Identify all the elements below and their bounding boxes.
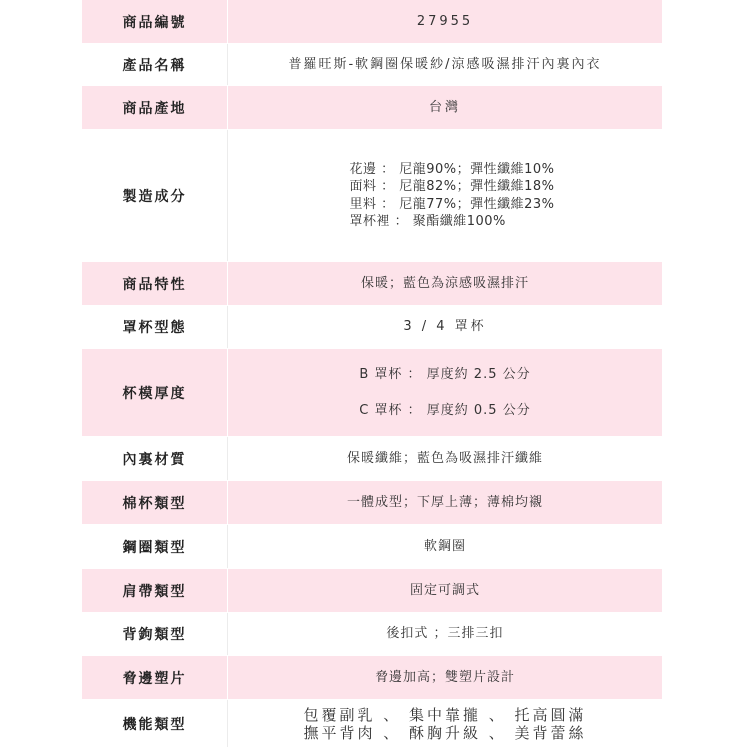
spec-label: 內裏材質: [82, 437, 228, 480]
spec-value: [228, 569, 662, 612]
spec-row-lining: [82, 437, 662, 481]
spec-value: [228, 262, 662, 305]
spec-label: 製造成分: [82, 130, 228, 261]
spec-label: 商品編號: [82, 0, 228, 43]
spec-label: 產品名稱: [82, 44, 228, 85]
spec-value-line: 保暖；藍色為涼感吸濕排汗: [360, 275, 529, 291]
spec-value-line: 包覆副乳 、 集中靠攏 、 托高圓滿: [303, 705, 587, 724]
spec-value: [228, 44, 662, 85]
spec-row-cup-style: [82, 306, 662, 349]
spec-value: [228, 613, 662, 655]
spec-value-line: 里料 ： 尼龍77%；彈性纖維23%: [349, 196, 555, 212]
spec-row-composition: [82, 130, 662, 262]
spec-row-origin: [82, 86, 662, 130]
spec-value: [228, 525, 662, 568]
spec-value-line: 罩杯裡 ： 聚酯纖維100%: [349, 214, 506, 229]
spec-value-line: 固定可調式: [409, 582, 480, 598]
spec-value-line: B 罩杯 ： 厚度約 2.5 公分: [359, 367, 531, 382]
spec-value: [228, 656, 662, 699]
spec-value: [228, 306, 662, 348]
spec-row-side-boning: [82, 656, 662, 700]
spec-value-line: 27955: [416, 13, 474, 29]
spec-value: [228, 700, 662, 747]
spec-row-item-number: [82, 0, 662, 44]
spec-value: [228, 481, 662, 524]
spec-row-features: [82, 262, 662, 306]
spec-value-line: 花邊 ： 尼龍90%；彈性纖維10%: [349, 161, 555, 177]
spec-value-line: 普羅旺斯-軟鋼圈保暖紗/涼感吸濕排汗內裏內衣: [288, 56, 602, 72]
spec-row-cup-thickness: [82, 349, 662, 437]
spec-label: 商品產地: [82, 86, 228, 129]
spec-value: [228, 86, 662, 129]
spec-value-line: 脅邊加高；雙塑片設計: [374, 669, 515, 685]
spec-value-line: 3 / 4 罩杯: [403, 319, 487, 335]
spec-label: 鋼圈類型: [82, 525, 228, 568]
spec-row-padding: [82, 481, 662, 525]
spec-value-line: 台灣: [428, 99, 461, 115]
product-spec-table: [82, 0, 662, 748]
spec-label: 杯模厚度: [82, 349, 228, 436]
spec-value-line: 軟鋼圈: [423, 538, 466, 554]
spec-value-line: 後扣式 ；三排三扣: [386, 626, 504, 642]
spec-label: 肩帶類型: [82, 569, 228, 612]
spec-label: 商品特性: [82, 262, 228, 305]
spec-row-straps: [82, 569, 662, 613]
spec-row-product-name: [82, 44, 662, 86]
spec-label: 棉杯類型: [82, 481, 228, 524]
spec-value: [228, 349, 662, 436]
spec-value-line: 撫平背肉 、 酥胸升級 、 美背蕾絲: [303, 723, 587, 742]
spec-label: 機能類型: [82, 700, 228, 747]
spec-value: [228, 0, 662, 43]
spec-value-line: 保暖纖維；藍色為吸濕排汗纖維: [346, 450, 543, 466]
spec-label: 罩杯型態: [82, 306, 228, 348]
spec-value-line: 一體成型；下厚上薄；薄棉均襯: [346, 494, 543, 510]
spec-label: 背鉤類型: [82, 613, 228, 655]
spec-row-back-hook: [82, 613, 662, 656]
spec-label: 脅邊塑片: [82, 656, 228, 699]
spec-value: [228, 437, 662, 480]
spec-value-line: 面料 ： 尼龍82%；彈性纖維18%: [349, 179, 555, 194]
spec-value: [228, 130, 662, 261]
spec-row-function: [82, 700, 662, 748]
spec-row-underwire: [82, 525, 662, 569]
spec-value-line: C 罩杯 ： 厚度約 0.5 公分: [359, 402, 531, 418]
